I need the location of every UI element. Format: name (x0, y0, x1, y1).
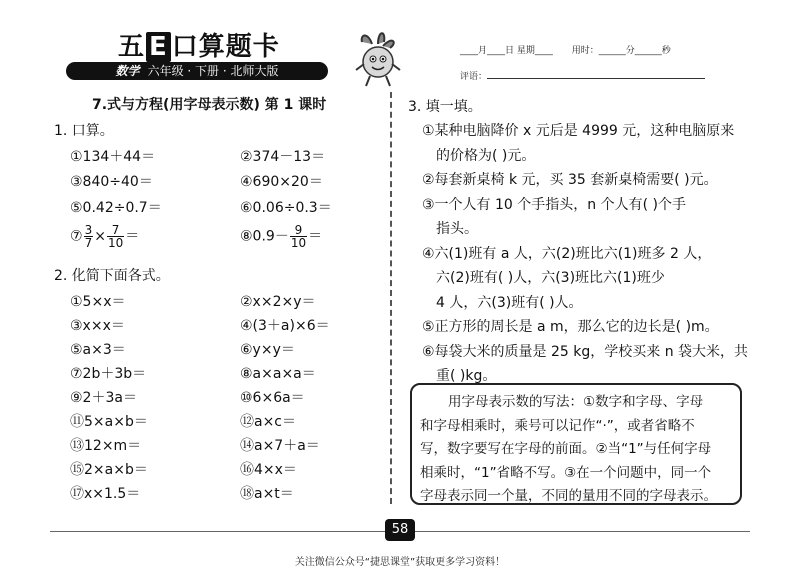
comment-field[interactable] (460, 68, 705, 82)
simplify-item: ⑥y×y＝ (240, 342, 295, 358)
simplify-item: ⑪5×a×b＝ (70, 414, 148, 430)
fill-in-line: ④六(1)班有 a 人，六(2)班比六(1)班多 2 人， (422, 245, 712, 262)
tip-line: 字母表示同一个量，不同的量用不同的字母表示。 (420, 488, 717, 504)
simplify-item: ⑰x×1.5＝ (70, 486, 141, 502)
fill-in-line: 重( )kg。 (436, 368, 497, 384)
simplify-item: ①5×x＝ (70, 294, 126, 310)
brand-e-logo: E (146, 32, 171, 62)
simplify-item: ⑩6×6a＝ (240, 390, 305, 406)
brand-title (118, 26, 280, 63)
section3-title: 3. 填一填。 (408, 99, 482, 115)
comment-label: 评语： (460, 72, 488, 82)
tip-line: 和字母相乘时，乘号可以记作“·”，或者省略不 (420, 417, 695, 434)
footer-note: 关注微信公众号“捷思课堂”获取更多学习资料！ (294, 557, 506, 568)
tip-line: 相乘时，“1”省略不写。③在一个问题中，同一个 (420, 464, 712, 481)
brand-suffix: 口算题卡 (171, 32, 280, 62)
fraction: $\frac{3}{7}$ (84, 223, 93, 250)
date-field[interactable]: ____月____日 星期____ 用时：______分______秒 (460, 46, 671, 56)
fill-in-line: 4 人，六(3)班有( )人。 (436, 294, 583, 311)
subject-label: 数学 (115, 64, 140, 78)
section1-title: 1. 口算。 (54, 123, 114, 139)
simplify-item: ⑦2b＋3b＝ (70, 366, 147, 382)
fraction: $\frac{7}{10}$ (107, 223, 124, 250)
oral-item: ②374－13＝ (240, 149, 326, 165)
tip-box (410, 383, 742, 505)
simplify-item: ⑫a×c＝ (240, 414, 297, 430)
fill-in-line: ⑤正方形的周长是 a m，那么它的边长是( )m。 (422, 319, 719, 335)
oral-item: ⑤0.42÷0.7＝ (70, 200, 162, 216)
fill-in-line: 指头。 (436, 221, 478, 237)
simplify-item: ③x×x＝ (70, 318, 125, 334)
fill-in-line: ⑥每袋大米的质量是 25 kg，学校买来 n 袋大米，共 (422, 343, 749, 360)
brand-prefix: 五 (118, 32, 146, 62)
simplify-item: ⑤a×3＝ (70, 342, 126, 358)
oral-item-fraction-7: ⑦ $\frac{3}{7}$ × $\frac{7}{10}$ ＝ (70, 223, 140, 250)
simplify-item: ⑬12×m＝ (70, 438, 142, 454)
column-divider (390, 92, 392, 504)
oral-item: ①134＋44＝ (70, 149, 156, 165)
oral-item: ③840÷40＝ (70, 174, 153, 190)
fill-in-line: ③一个人有 10 个手指头，n 个人有( )个手 (422, 196, 686, 213)
lesson-title: 7.式与方程(用字母表示数) 第 1 课时 (92, 97, 327, 113)
simplify-item: ⑮2×a×b＝ (70, 462, 148, 478)
tip-line: 写，数字要写在字母的前面。②当“1”与任何字母 (420, 441, 712, 457)
simplify-item: ⑯4×x＝ (240, 462, 297, 478)
simplify-item: ②x×2×y＝ (240, 294, 316, 310)
fill-in-line: ②每套新桌椅 k 元，买 35 套新桌椅需要( )元。 (422, 172, 718, 188)
section2-title: 2. 化简下面各式。 (54, 268, 170, 284)
subject-banner (66, 62, 328, 80)
radish-mascot-icon (350, 30, 406, 88)
tip-line: 用字母表示数的写法：①数字和字母、字母 (448, 394, 704, 410)
simplify-item: ⑱a×t＝ (240, 486, 294, 502)
simplify-item: ④(3＋a)×6＝ (240, 318, 330, 334)
fill-in-line: 的价格为( )元。 (436, 147, 536, 164)
oral-item: ④690×20＝ (240, 174, 323, 190)
comment-underline (487, 68, 705, 79)
simplify-item: ⑧a×a×a＝ (240, 366, 316, 382)
oral-item: ⑥0.06÷0.3＝ (240, 200, 332, 216)
oral-item-fraction-8: ⑧0.9－ $\frac{9}{10}$ ＝ (240, 223, 323, 250)
fill-in-line: ①某种电脑降价 x 元后是 4999 元，这种电脑原来 (422, 123, 735, 139)
fill-in-line: 六(2)班有( )人，六(3)班比六(1)班少 (436, 270, 665, 286)
simplify-item: ⑨2＋3a＝ (70, 390, 137, 406)
simplify-item: ⑭a×7＋a＝ (240, 438, 320, 454)
fraction: $\frac{9}{10}$ (290, 223, 307, 250)
grade-info: 六年级 · 下册 · 北师大版 (147, 64, 279, 78)
page-number: 58 (385, 519, 415, 541)
